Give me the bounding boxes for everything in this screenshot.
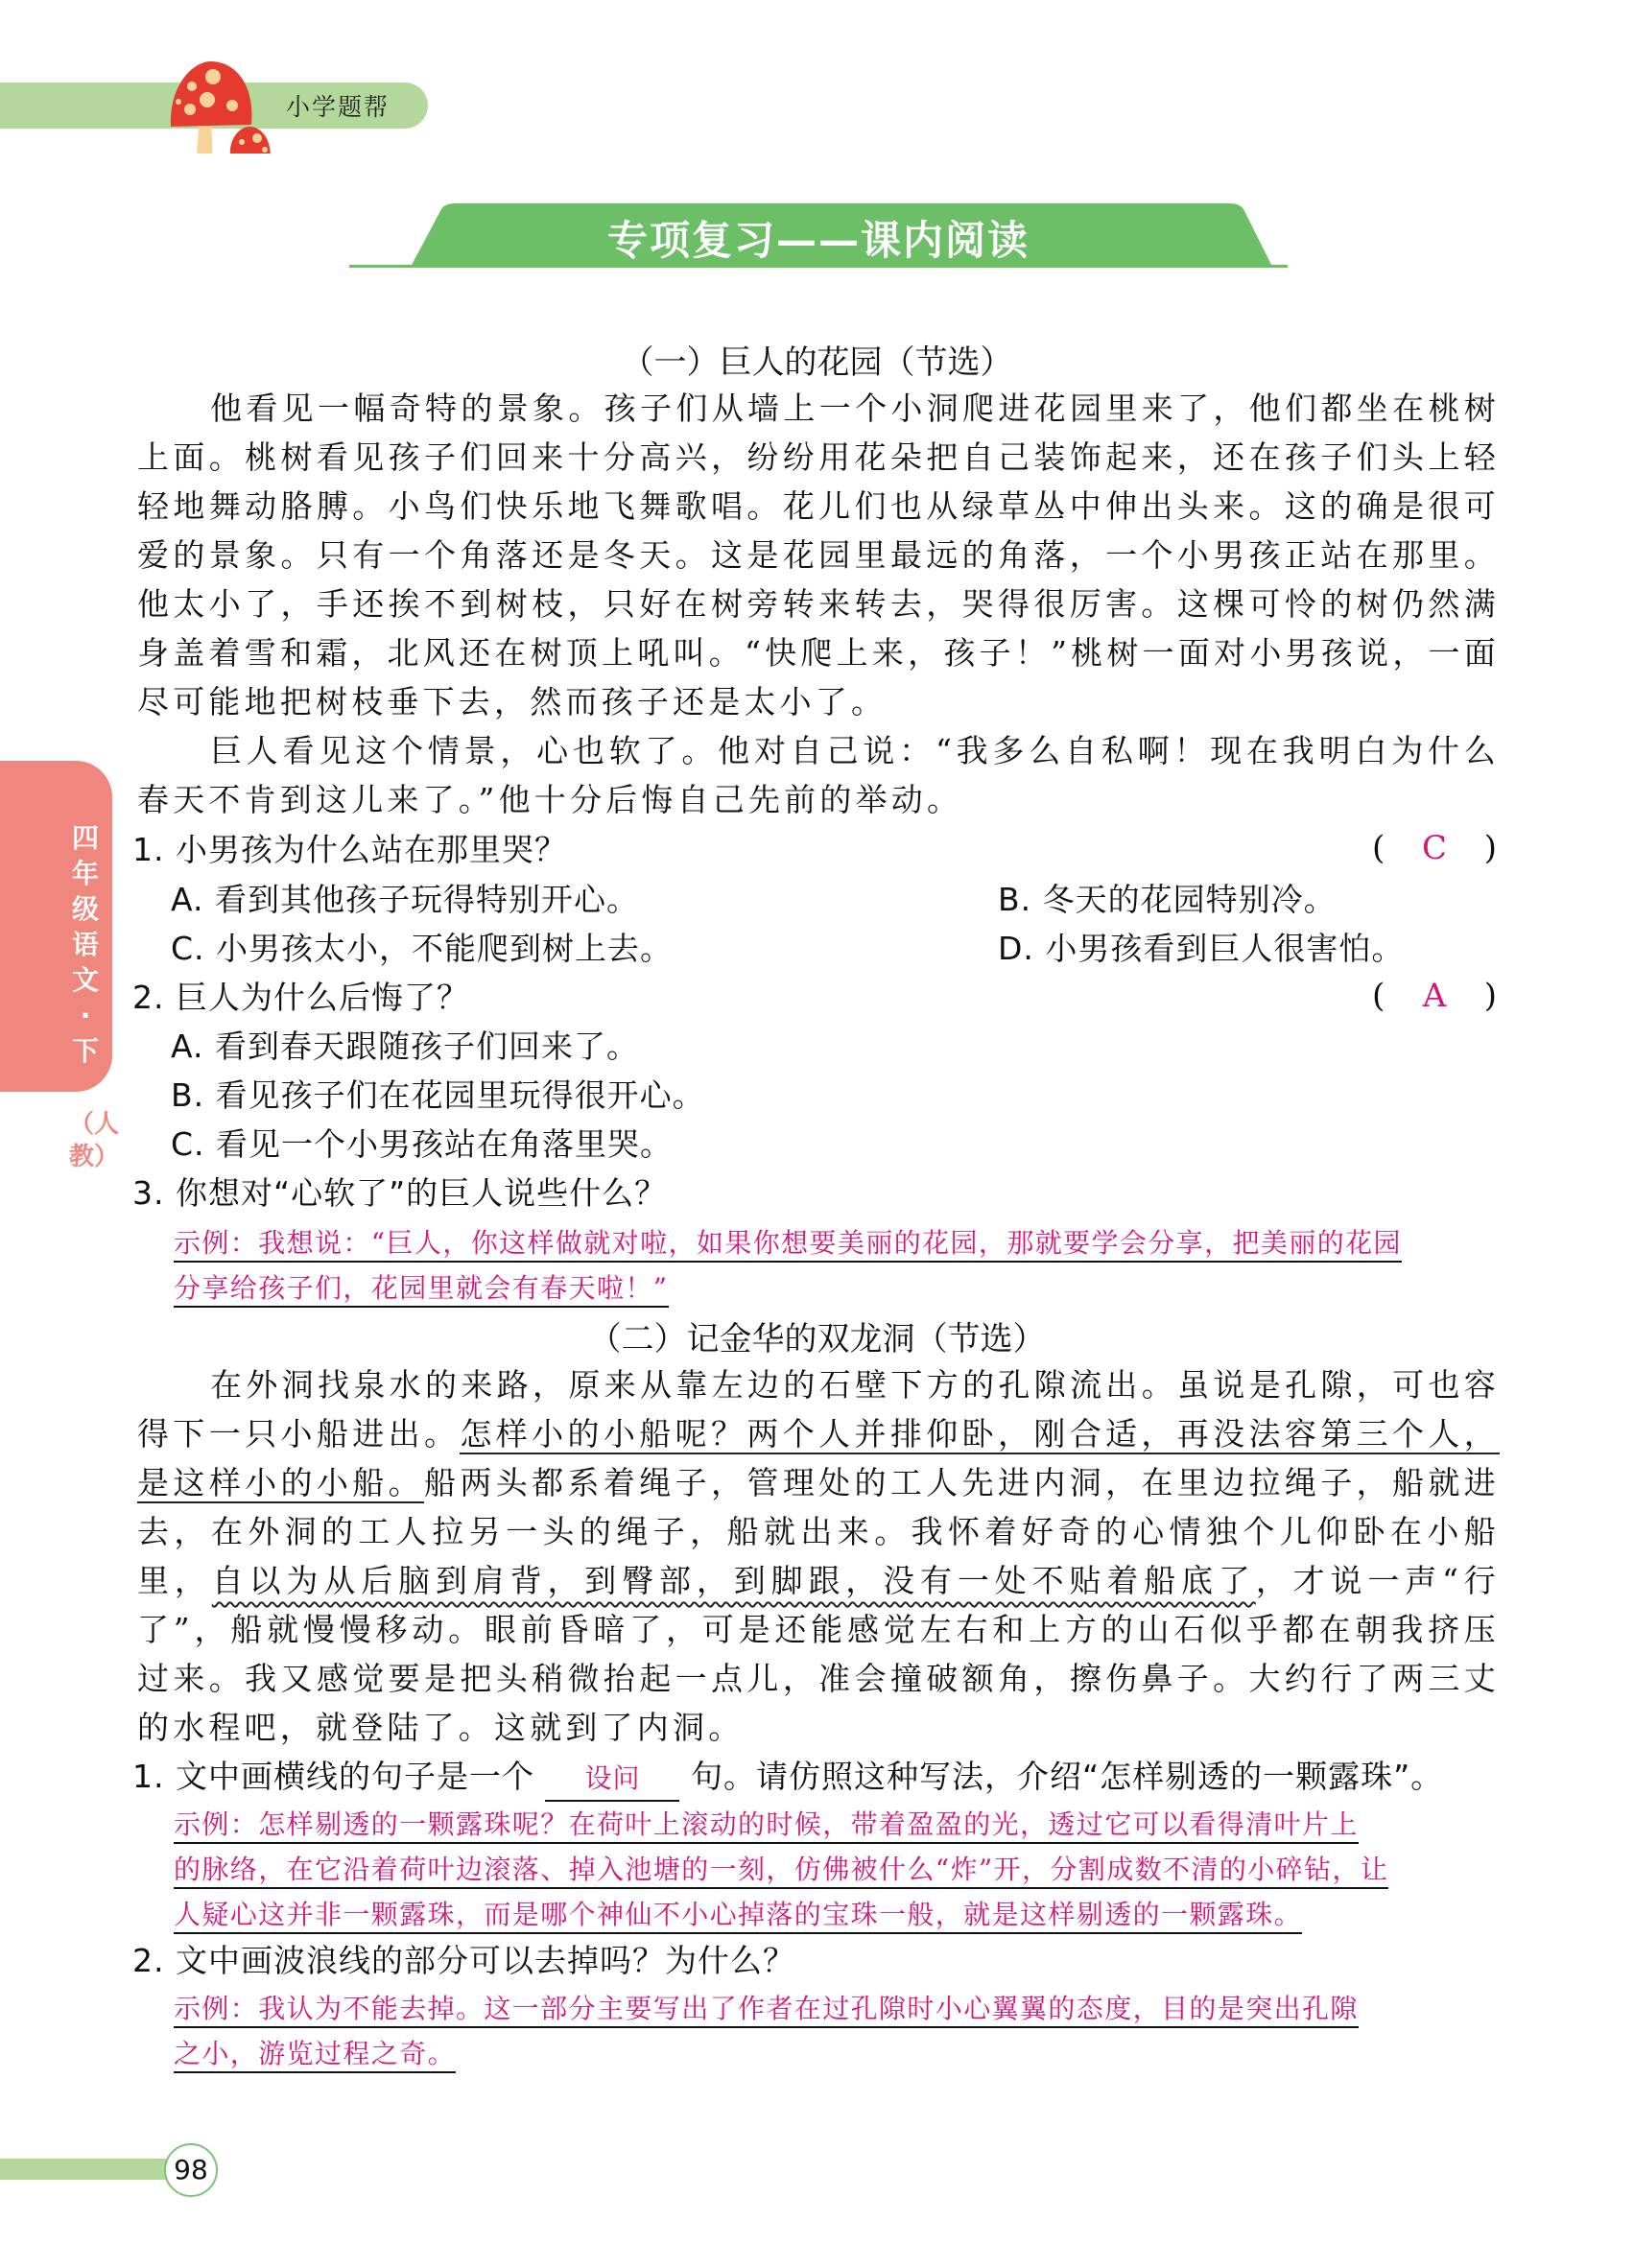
q3-example-answer <box>174 1220 1501 1311</box>
wavy-underlined-phrase: 自以为从后脑到肩背，到臀部，到脚跟，没有一处不贴着船底了 <box>211 1562 1256 1599</box>
answer-box-1: ( C ) <box>1372 829 1497 867</box>
passage-text-1: 在外洞找泉水的来路，原来从靠左边的石壁下方的孔隙流出。虽说是孔隙，可也容得下一只小船进出。 <box>137 1366 1500 1453</box>
section1-paragraph-2: 巨人看见这个情景，心也软了。他对自己说：“我多么自私啊！现在我明白为什么春天不肯到这儿来了。”他十分后悔自己先前的举动。 <box>137 732 1500 818</box>
q1-option-a: A. 看到其他孩子玩得特别开心。 <box>171 881 639 918</box>
passage-text-3: ，才说一声“行了”，船就慢慢移动。眼前昏暗了，可是还能感觉左右和上方的山石似乎都在朝我挤压过来。我又感觉要是把头稍微抬起一点儿，准会撞破额角，擦伤鼻子。大约行了两三丈的水程吧，就登陆了。这就到了内洞。 <box>137 1562 1500 1746</box>
page-number: 98 <box>164 2143 218 2197</box>
s2-q1-suffix: 句。请仿照这种写法，介绍“怎样剔透的一颗露珠”。 <box>690 1758 1444 1795</box>
answer-2: A <box>1422 977 1447 1015</box>
q2-option-c: C. 看见一个小男孩站在角落里哭。 <box>171 1125 674 1163</box>
s2-q1-prefix: 1. 文中画横线的句子是一个 <box>132 1758 534 1795</box>
q1-option-d: D. 小男孩看到巨人很害怕。 <box>998 930 1405 967</box>
banner-title: 专项复习——课内阅读 <box>606 217 1030 264</box>
section1-paragraph-1: 他看见一幅奇特的景象。孩子们从墙上一个小洞爬进花园里来了，他们都坐在桃树上面。桃树看见孩子们回来十分高兴，纷纷用花朵把自己装饰起来，还在孩子们头上轻轻地舞动胳膊。小鸟们快乐地飞舞歌唱。花儿们也从绿草丛中伸出头来。这的确是很可爱的景象。只有一个角落还是冬天。这是花园里最远的角落，一个小男孩正站在那里。他太小了，手还挨不到树枝，只好在树旁转来转去，哭得很厉害。这棵可怜的树仍然满身盖着雪和霜，北风还在树顶上吼叫。“快爬上来，孩子！”桃树一面对小男孩说，一面尽可能地把树枝垂下去，然而孩子还是太小了。 <box>137 390 1500 721</box>
s2-q1-example-answer <box>174 1802 1501 1937</box>
answer-1: C <box>1421 829 1447 867</box>
q3-example-line-2: 分享给孩子们，花园里就会有春天啦！” <box>174 1272 669 1308</box>
footer-band <box>0 2159 173 2180</box>
q1-option-c: C. 小男孩太小，不能爬到树上去。 <box>171 930 674 967</box>
underlined-sentence: 怎样小的小船呢？两个人并排仰卧，刚合适，再没法容第三个人，是这样小的小船。 <box>137 1415 1500 1501</box>
mushroom-icon <box>163 58 278 154</box>
edition-label: （人教） <box>69 1110 120 1171</box>
s2-question-1 <box>132 1756 1443 1802</box>
q2-option-a: A. 看到春天跟随孩子们回来了。 <box>171 1028 639 1065</box>
s2-q2-example-line-1: 示例：我认为不能去掉。这一部分主要写出了作者在过孔隙时小心翼翼的态度，目的是突出孔隙 <box>174 1993 1359 2028</box>
question-1: 1. 小男孩为什么站在那里哭？ <box>132 831 567 868</box>
question-3: 3. 你想对“心软了”的巨人说些什么？ <box>132 1174 668 1212</box>
s2-q2-example-line-2: 之小，游览过程之奇。 <box>174 2038 456 2073</box>
section2-paragraph <box>137 1360 1500 1752</box>
brand-label: 小学题帮 <box>286 93 391 121</box>
s2-q1-example-line-3: 人疑心这并非一颗露珠，而是哪个神仙不小心掉落的宝珠一般，就是这样剔透的一颗露珠。 <box>174 1899 1302 1934</box>
q1-option-b: B. 冬天的花园特别冷。 <box>998 881 1337 918</box>
q3-example-line-1: 示例：我想说：“巨人，你这样做就对啦，如果你想要美丽的花园，那就要学会分享，把美丽的花园 <box>174 1227 1402 1263</box>
section2-title: （二）记金华的双龙洞（节选） <box>588 1320 1046 1358</box>
answer-box-2: ( A ) <box>1372 977 1497 1015</box>
grade-label: 四年级语文·下 <box>71 822 99 1067</box>
s2-q2-example-answer <box>174 1986 1501 2076</box>
s2-q1-blank-answer: 设问 <box>545 1758 679 1802</box>
question-2: 2. 巨人为什么后悔了？ <box>132 979 469 1016</box>
passage-text-2: 船两头都系着绳子，管理处的工人先进内洞，在里边拉绳子，船就进去，在外洞的工人拉另一头的绳子，船就出来。我怀着好奇的心情独个儿仰卧在小船里， <box>137 1464 1500 1599</box>
s2-question-2: 2. 文中画波浪线的部分可以去掉吗？为什么？ <box>132 1942 795 1979</box>
s2-q1-example-line-1: 示例：怎样剔透的一颗露珠呢？在荷叶上滚动的时候，带着盈盈的光，透过它可以看得清叶片上 <box>174 1808 1359 1844</box>
section1-title: （一）巨人的花园（节选） <box>621 343 1013 382</box>
section-banner <box>349 203 1288 269</box>
s2-q1-example-line-2: 的脉络，在它沿着荷叶边滚落、掉入池塘的一刻，仿佛被什么“炸”开，分割成数不清的小碎钻，让 <box>174 1854 1388 1889</box>
q2-option-b: B. 看见孩子们在花园里玩得很开心。 <box>171 1076 705 1114</box>
